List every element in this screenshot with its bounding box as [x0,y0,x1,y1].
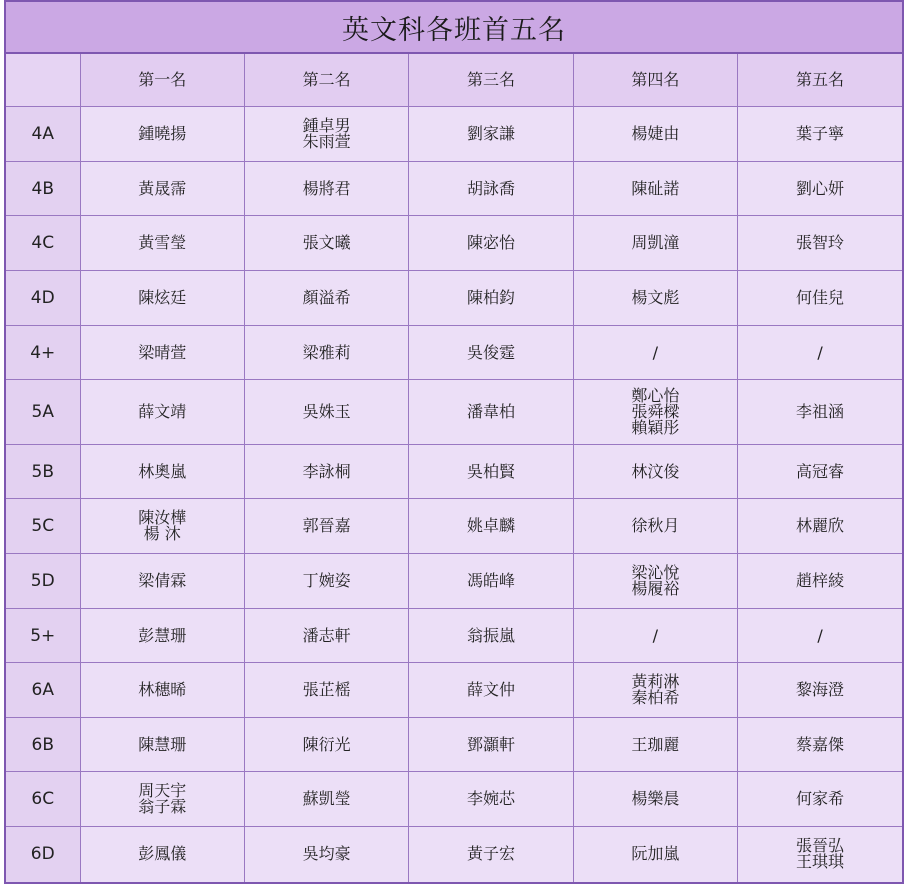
student-name: 朱雨萱 [302,132,351,151]
student-name: 梁沁悅 [631,563,680,582]
student-name: 阮加嵐 [631,844,680,864]
student-name: 張芷榣 [302,680,351,699]
student-name: 林穗晞 [138,680,187,699]
rank-cell [80,326,244,380]
rankings-sheet [4,0,904,884]
student-name: 吳姝玉 [302,402,351,421]
rank-cell [244,445,408,499]
student-name: 黃子宏 [466,844,515,864]
table-row [6,326,902,380]
rank-cell [409,107,573,162]
student-name: 吳俊霆 [466,342,515,362]
class-label: 5D [6,554,80,609]
rank-cell [573,827,737,882]
corner-cell [6,54,80,107]
student-name: / [652,625,659,645]
student-name: 馮皓峰 [466,571,515,590]
student-name: 黃雪瑩 [138,233,187,252]
rank-cell [738,271,902,326]
student-name: 潘韋柏 [466,402,515,421]
rank-cell [738,326,902,380]
rank-cell [244,772,408,827]
rank-cell [738,609,902,663]
student-name: 蔡嘉傑 [796,734,845,754]
student-name: 黎海澄 [796,680,845,699]
table-row [6,216,902,271]
rank-header-4: 第四名 [573,54,737,107]
student-name: 鄭心怡 [631,386,680,405]
rank-cell [573,718,737,772]
table-row [6,271,902,326]
rank-cell [80,827,244,882]
class-label: 6D [6,827,80,882]
rank-cell [573,499,737,554]
student-name: 張智玲 [796,233,845,252]
table-row [6,663,902,718]
student-name: 黃莉淋 [631,672,680,691]
rank-cell [409,271,573,326]
rank-cell [738,445,902,499]
student-name: 吳柏賢 [466,461,515,481]
student-name: / [817,342,823,362]
rank-cell [573,107,737,162]
student-name: 陳砋諾 [631,178,680,198]
student-name: 翁振嵐 [466,625,515,645]
rank-cell [80,663,244,718]
rank-cell [80,162,244,216]
rank-cell [738,827,902,882]
student-name: 周凱潼 [631,233,680,252]
class-label: 5A [6,380,80,445]
student-name: 顏溢希 [302,288,351,307]
student-name: 陳宓怡 [466,233,515,252]
student-name: 徐秋月 [631,516,680,535]
student-name: 蘇凱瑩 [302,789,351,808]
student-name: 楊婕由 [631,124,680,143]
rank-cell [244,663,408,718]
rank-cell [409,499,573,554]
student-name: 陳衍光 [302,734,351,754]
student-name: 林麗欣 [796,516,845,535]
rank-cell [738,216,902,271]
table-row [6,772,902,827]
rank-cell [573,554,737,609]
student-name: / [817,625,823,645]
table-row [6,107,902,162]
rank-cell [244,827,408,882]
rank-cell [80,554,244,609]
table-row [6,609,902,663]
rank-cell [573,380,737,445]
rank-cell [244,326,408,380]
table-row [6,380,902,445]
student-name: 楊樂晨 [631,789,680,808]
rank-cell [244,162,408,216]
student-name: 陳柏鈞 [466,288,515,307]
rank-cell [244,718,408,772]
rank-cell [80,107,244,162]
student-name: 薛文靖 [138,402,187,421]
rank-cell [244,554,408,609]
rank-cell [80,499,244,554]
student-name: 秦柏希 [631,688,680,707]
rank-cell [80,445,244,499]
class-label: 6A [6,663,80,718]
rank-cell [573,663,737,718]
rank-cell [244,271,408,326]
student-name: 林奧嵐 [138,461,187,481]
rank-cell [409,380,573,445]
rank-cell [80,772,244,827]
student-name: 薛文仲 [466,680,515,699]
rank-cell [409,162,573,216]
class-label: 4B [6,162,80,216]
rank-cell [738,499,902,554]
student-name: 楊 沐 [143,524,181,543]
student-name: 葉子寧 [796,124,845,143]
student-name: 劉家謙 [466,124,515,143]
student-name: 劉心妍 [796,178,845,198]
rank-cell [409,554,573,609]
rank-cell [244,216,408,271]
rank-cell [409,216,573,271]
rank-cell [244,609,408,663]
student-name: 郭晉嘉 [302,516,351,535]
student-name: 鄧灝軒 [466,734,515,754]
rank-cell [80,609,244,663]
class-label: 4C [6,216,80,271]
student-name: 張文曦 [302,233,351,252]
student-name: 王琪琪 [796,852,845,872]
rankings-table [6,54,902,882]
rank-cell [573,445,737,499]
rank-cell [738,107,902,162]
class-label: 4D [6,271,80,326]
rank-cell [409,609,573,663]
student-name: 何家希 [796,789,845,808]
student-name: 胡詠喬 [466,178,515,198]
student-name: 陳汝樺 [138,508,187,527]
rank-cell [738,162,902,216]
rank-cell [409,718,573,772]
student-name: 吳均豪 [302,844,351,864]
rank-cell [573,326,737,380]
rank-cell [573,216,737,271]
rank-cell [244,107,408,162]
header-row [6,54,902,107]
student-name: 梁雅莉 [302,342,351,362]
rank-header-5: 第五名 [738,54,902,107]
rank-cell [80,718,244,772]
rank-cell [409,772,573,827]
class-label: 5C [6,499,80,554]
rank-cell [573,772,737,827]
student-name: 王珈麗 [631,734,680,754]
student-name: 陳慧珊 [138,734,187,754]
rank-cell [738,554,902,609]
rank-cell [409,663,573,718]
rank-header-1: 第一名 [80,54,244,107]
student-name: 鍾曉揚 [138,124,187,143]
rank-cell [573,609,737,663]
student-name: 梁倩霖 [138,571,187,590]
rank-cell [573,162,737,216]
rank-header-3: 第三名 [409,54,573,107]
rank-cell [738,772,902,827]
student-name: 丁婉姿 [302,571,351,590]
student-name: 李祖涵 [796,402,845,421]
student-name: 張晉弘 [796,836,845,856]
rank-cell [738,663,902,718]
table-row [6,718,902,772]
rank-cell [738,718,902,772]
table-row [6,162,902,216]
rank-cell [409,445,573,499]
rank-cell [738,380,902,445]
student-name: 李詠桐 [302,461,351,481]
rank-cell [573,271,737,326]
student-name: 張舜樑 [631,402,680,421]
student-name: 周天宇 [138,781,187,800]
student-name: 楊將君 [302,178,351,198]
student-name: 何佳兒 [796,288,845,307]
student-name: 彭慧珊 [138,625,187,645]
student-name: 黃晟霈 [138,178,187,198]
rank-header-2: 第二名 [244,54,408,107]
class-label: 4A [6,107,80,162]
student-name: 楊履裕 [631,579,680,598]
rank-cell [80,216,244,271]
rank-cell [80,271,244,326]
class-label: 5+ [6,609,80,663]
rank-cell [244,380,408,445]
student-name: 彭鳳儀 [138,844,187,864]
student-name: 潘志軒 [302,625,351,645]
student-name: 高冠睿 [796,461,845,481]
student-name: 林汶俊 [631,461,680,481]
table-row [6,827,902,882]
rank-cell [244,499,408,554]
class-label: 6C [6,772,80,827]
table-row [6,445,902,499]
table-row [6,499,902,554]
student-name: 楊文彪 [631,288,680,307]
student-name: 陳炫廷 [138,288,187,307]
rank-cell [409,827,573,882]
student-name: 李婉芯 [466,789,515,808]
student-name: 梁晴萱 [138,342,187,362]
class-label: 4+ [6,326,80,380]
student-name: 鍾卓男 [302,116,351,135]
student-name: / [652,342,659,362]
student-name: 賴穎彤 [631,418,680,437]
student-name: 姚卓麟 [466,516,515,535]
class-label: 6B [6,718,80,772]
table-row [6,554,902,609]
rank-cell [80,380,244,445]
class-label: 5B [6,445,80,499]
student-name: 趙梓綾 [796,571,845,590]
student-name: 翁子霖 [138,797,187,816]
rank-cell [409,326,573,380]
sheet-title: 英文科各班首五名 [6,2,902,54]
